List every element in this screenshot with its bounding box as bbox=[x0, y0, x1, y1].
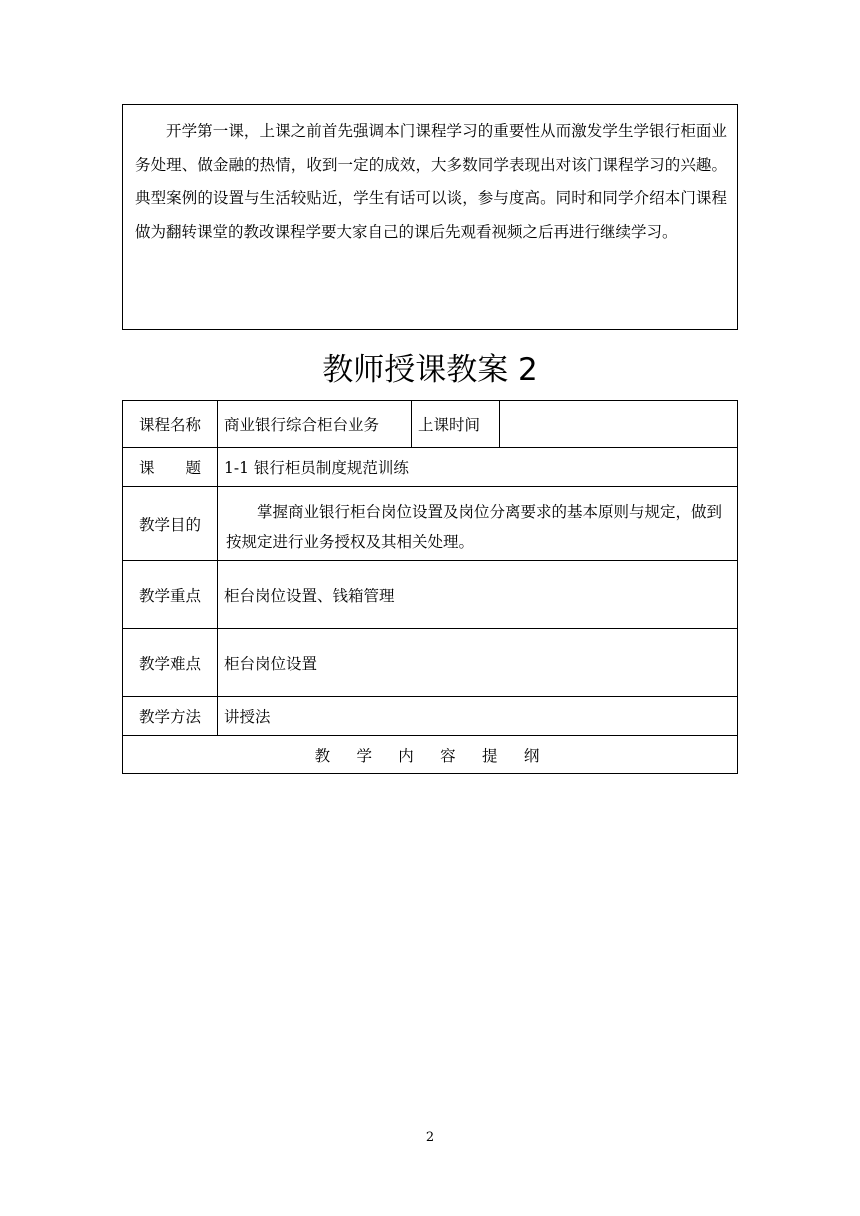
page-title: 教师授课教案 2 bbox=[322, 352, 538, 388]
objective-value: 掌握商业银行柜台岗位设置及岗位分离要求的基本原则与规定，做到按规定进行业务授权及其相关处理。 bbox=[218, 487, 738, 561]
objective-row bbox=[123, 487, 738, 561]
topic-row bbox=[123, 448, 738, 487]
outline-heading: 教学内容提纲 bbox=[123, 736, 738, 774]
method-row bbox=[123, 697, 738, 736]
reflection-box bbox=[122, 104, 738, 330]
outline-row bbox=[123, 736, 738, 774]
difficulty-value: 柜台岗位设置 bbox=[218, 629, 738, 697]
method-value: 讲授法 bbox=[218, 697, 738, 736]
course-value: 商业银行综合柜台业务 bbox=[218, 401, 412, 448]
page-number: 2 bbox=[425, 1130, 435, 1145]
reflection-text: 开学第一课，上课之前首先强调本门课程学习的重要性从而激发学生学银行柜面业务处理、做金融的热情，收到一定的成效，大多数同学表现出对该门课程学习的兴趣。典型案例的设置与生活较贴近，学生有话可以谈，参与度高。同时和同学介绍本门课程做为翻转课堂的教改课程学要大家自己的课后先观看视频之后再进行继续学习。 bbox=[135, 122, 727, 241]
key-points-label: 教学重点 bbox=[123, 561, 218, 629]
topic-label: 课 题 bbox=[123, 448, 218, 487]
key-points-value: 柜台岗位设置、钱箱管理 bbox=[218, 561, 738, 629]
topic-value: 1-1 银行柜员制度规范训练 bbox=[218, 448, 738, 487]
difficulty-row bbox=[123, 629, 738, 697]
difficulty-label: 教学难点 bbox=[123, 629, 218, 697]
course-label: 课程名称 bbox=[123, 401, 218, 448]
time-value bbox=[500, 401, 738, 448]
key-points-row bbox=[123, 561, 738, 629]
objective-label: 教学目的 bbox=[123, 487, 218, 561]
time-label: 上课时间 bbox=[412, 401, 500, 448]
method-label: 教学方法 bbox=[123, 697, 218, 736]
lesson-plan-table bbox=[122, 400, 738, 774]
course-row bbox=[123, 401, 738, 448]
